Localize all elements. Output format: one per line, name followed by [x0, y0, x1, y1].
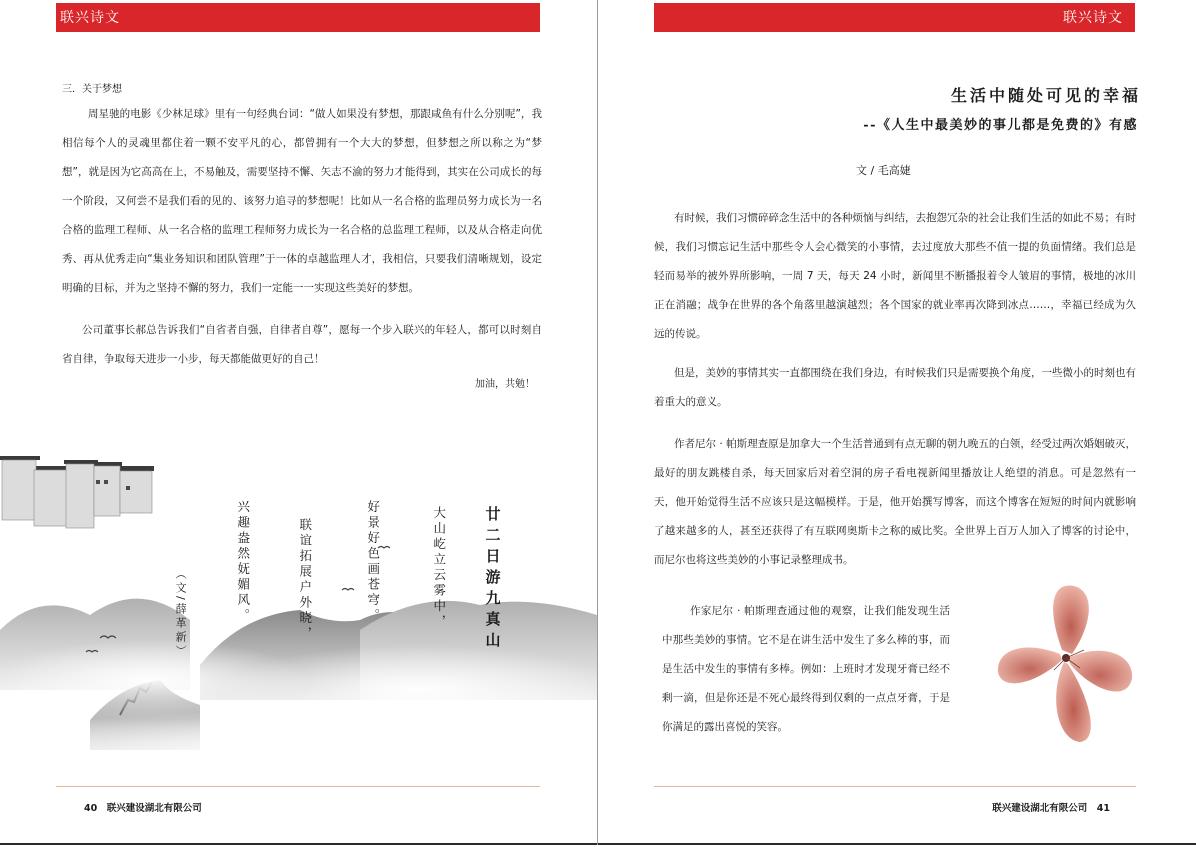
- poem-title: 廿二日游九真山: [483, 506, 502, 653]
- dream-paragraph-1: [62, 100, 542, 303]
- right-page: [598, 0, 1196, 845]
- page-edge: [0, 843, 597, 845]
- paragraph-text: 作者尼尔 · 帕斯理查原是加拿大一个生活普通到有点无聊的朝九晚五的白领，经受过两次婚姻破灭，最好的朋友跳楼自杀，每天回家后对着空洞的房子看电视新闻里播放让人绝望的消息。可是忽然有一天，他开始觉得生活不应该只是这幅模样。于是，他开始撰写博客，而这个博客在短短的时间内就影响了越来越多的人，甚至还获得了有互联网奥斯卡之称的威比奖。全世界上百万人加入了博客的讨论中，而尼尔也将这些美妙的小事记录整理成书。: [654, 438, 1136, 566]
- right-header-bar: 联兴诗文: [654, 3, 1135, 32]
- article-title: 生活中随处可见的幸福: [950, 86, 1141, 105]
- paragraph-text: 周星驰的电影《少林足球》里有一句经典台词：“做人如果没有梦想，那跟咸鱼有什么分别呢”，我相信每个人的灵魂里都住着一颗不安平凡的心，都曾拥有一个大大的梦想，但梦想之所以称之为“梦想”，就是因为它高高在上，不易触及，需要坚持不懈、矢志不渝的努力才能得到，其实在公司成长的每一个阶段，又何尝不是我们看的见的、该努力追寻的梦想呢！比如从一名合格的监理员努力成长为一名合格的监理工程师、从一名合格的监理工程师努力成长为一名合格的总监理工程师，以及从合格走向优秀、再从优秀走向“集业务知识和团队管理”于一体的卓越监理人才，我相信，只要我们清晰规划，设定明确的目标，并为之坚持不懈的努力，我们一定能一一实现这些美好的梦想。: [62, 108, 542, 294]
- article-paragraph-2: [654, 359, 1136, 417]
- poem-line-3: 联谊拓展户外晓，: [297, 518, 313, 642]
- paragraph-text: 作家尼尔 · 帕斯理查通过他的观察，让我们能发现生活中那些美妙的事情。它不是在讲生活中发生了多么棒的事，而是生活中发生的事情有多棒。例如：上班时才发现牙膏已经不剩一滴，但是你还是不死心最终得到仅剩的一点点牙膏，于是你满足的露出喜悦的笑容。: [662, 605, 950, 733]
- poem-line-2: 好景好色画苍穹。: [365, 500, 381, 624]
- poem-line-1: 大山屹立云雾中，: [431, 506, 447, 630]
- poem-author: （文/薛革新）: [174, 568, 188, 659]
- article-subtitle: --《人生中最美妙的事儿都是免费的》有感: [863, 118, 1138, 133]
- left-footer: 40 联兴建设湖北有限公司: [84, 803, 202, 814]
- closing-remark: 加油，共勉！: [475, 379, 535, 390]
- page-edge: [598, 843, 1196, 845]
- section-heading: 三．关于梦想: [62, 84, 122, 95]
- article-byline: 文 / 毛高婕: [856, 164, 911, 177]
- paragraph-text: 但是，美妙的事情其实一直都围绕在我们身边，有时候我们只是需要换个角度，一些微小的时刻也有着重大的意义。: [654, 367, 1136, 408]
- dream-paragraph-2: [62, 316, 542, 374]
- article-paragraph-4: [662, 597, 950, 742]
- article-paragraph-3: [654, 430, 1136, 575]
- article-paragraph-1: [654, 204, 1136, 349]
- paragraph-text: 公司董事长郝总告诉我们“自省者自强，自律者自尊”，愿每一个步入联兴的年轻人，都可以时刻自省自律，争取每天进步一小步，每天都能做更好的自己！: [62, 324, 542, 365]
- left-header-bar: 联兴诗文: [56, 3, 540, 32]
- poem-line-4: 兴趣盎然妩媚风。: [235, 500, 251, 624]
- right-footer: 联兴建设湖北有限公司 41: [992, 803, 1110, 814]
- paragraph-text: 有时候，我们习惯碎碎念生活中的各种烦恼与纠结，去抱怨冗杂的社会让我们生活的如此不易；有时候，我们习惯忘记生活中那些令人会心微笑的小事情，去过度放大那些不值一提的负面情绪。我们总是轻而易举的被外界所影响，一周 7 天，每天 24 小时，新闻里不断播报着令人皱眉的事情，极地的冰川正在消融；战争在世界的各个角落里越演越烈；各个国家的就业率再次降到冰点……，幸福已经成为久远的传说。: [654, 212, 1136, 340]
- left-page: [0, 0, 598, 845]
- left-footer-rule: [56, 786, 540, 787]
- petal-icon: [984, 580, 1144, 748]
- right-footer-rule: [654, 786, 1136, 787]
